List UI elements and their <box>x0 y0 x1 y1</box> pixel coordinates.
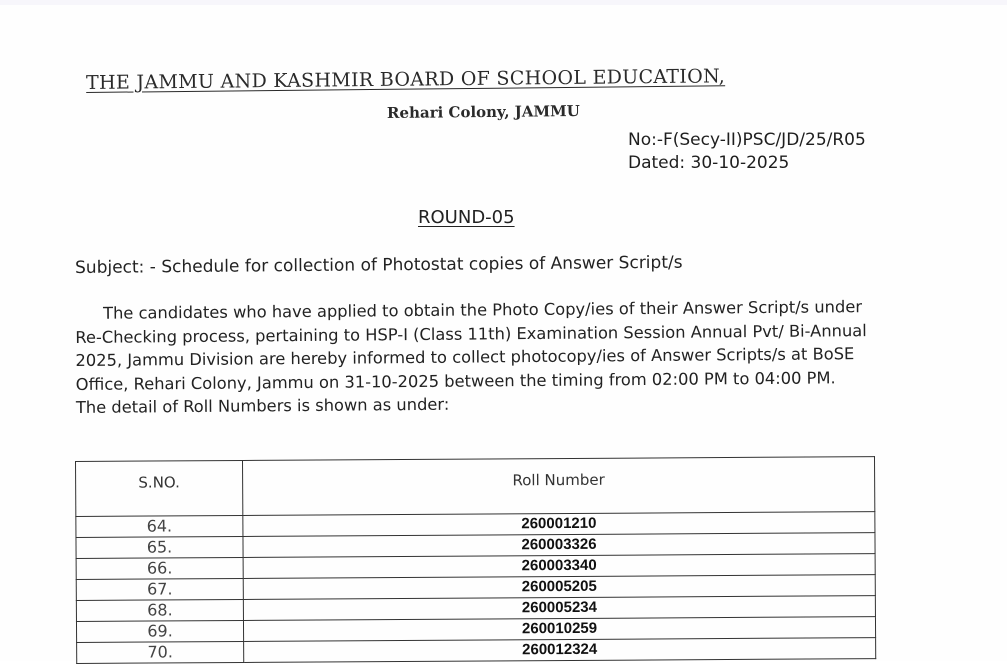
table-header-row <box>76 457 875 517</box>
sno-cell: 69. <box>76 620 243 642</box>
roll-cell: 260005234 <box>243 596 875 621</box>
header-sno: S.NO. <box>76 460 243 516</box>
body-line: Office, Rehari Colony, Jammu on 31-10-2025 between the timing from 02:00 PM to 04:00 PM. <box>75 367 836 394</box>
body-line: The candidates who have applied to obtain the Photo Copy/ies of their Answer Script/s under <box>103 297 863 323</box>
roll-cell: 260005205 <box>243 575 875 600</box>
reference-block <box>628 129 866 175</box>
header-roll-number: Roll Number <box>242 457 874 516</box>
roll-cell: 260003340 <box>243 554 875 579</box>
organization-address: Rehari Colony, JAMMU <box>386 101 580 123</box>
body-line: Re-Checking process, pertaining to HSP-I (Class 11th) Examination Session Annual Pvt/ Bi-Annual <box>75 320 867 347</box>
sno-cell: 68. <box>76 599 243 621</box>
sno-cell: 64. <box>76 515 243 537</box>
roll-number-table <box>75 456 876 664</box>
reference-number: No:-F(Secy-II)PSC/JD/25/R05 <box>628 130 866 150</box>
sno-cell: 67. <box>76 578 243 600</box>
roll-cell: 260001210 <box>243 512 875 537</box>
roll-cell: 260012324 <box>244 638 876 663</box>
subject-line: Subject: - Schedule for collection of Photostat copies of Answer Script/s <box>75 252 683 278</box>
date-line: Dated: 30-10-2025 <box>628 153 790 173</box>
organization-title: THE JAMMU AND KASHMIR BOARD OF SCHOOL EDUCATION, <box>86 65 726 94</box>
table-row <box>77 638 876 664</box>
sno-cell: 66. <box>76 557 243 579</box>
round-heading: ROUND-05 <box>418 207 515 228</box>
body-line: The detail of Roll Numbers is shown as under: <box>75 394 450 417</box>
sno-cell: 70. <box>77 641 244 663</box>
body-paragraph <box>75 295 886 420</box>
roll-cell: 260003326 <box>243 533 875 558</box>
sno-cell: 65. <box>76 536 243 558</box>
body-line: 2025, Jammu Division are hereby informed to collect photocopy/ies of Answer Scripts/s at BoSE <box>75 344 855 370</box>
roll-cell: 260010259 <box>243 617 875 642</box>
